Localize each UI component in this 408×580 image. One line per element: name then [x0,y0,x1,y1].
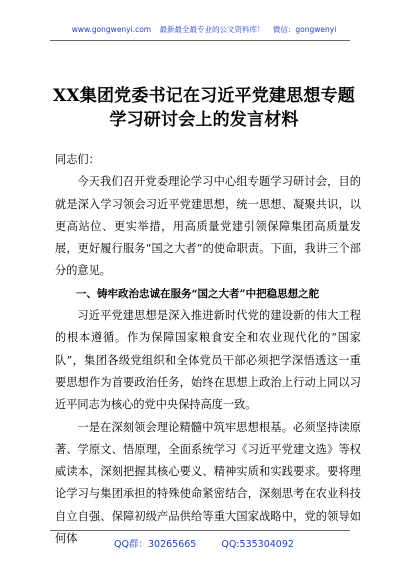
section-heading-1: 一、铸牢政治忠诚在服务“国之大者”中把稳思想之舵 [76,287,320,300]
header-slogan: 最新最全最专业的公文资料库！ [159,25,265,34]
page-title [40,84,368,132]
footer-divider [50,530,350,531]
body-paragraph-1: 习近平党建思想是深入推进新时代党的建设新的伟大工程的根本遵循。作为保障国家粮食安全和农业现代化的“国家队”，集团各级党组织和全体党员干部必须把学深悟透这一重要思想作为首要政治任务，始终在思想上政治上行动上同以习近平同志为核心的党中央保持高度一致。 [55,309,361,412]
header-wechat: 微信：gongwenyi [272,25,337,34]
header-divider [50,40,350,41]
title-line-2: 学习研讨会上的发言材料 [109,110,299,130]
salutation: 同志们： [55,153,100,166]
footer-qq: QQ:535304092 [221,539,294,550]
footer-qq-group: QQ群：30265665 [114,539,197,550]
intro-paragraph: 今天我们召开党委理论学习中心组专题学习研讨会，目的就是深入学习领会习近平党建思想，统一思想、凝聚共识，以更高站位、更实举措，用高质量党建引领保障集团高质量发展，更好履行服务“国之大者”的使命职责。下面，我讲三个部分的意见。 [55,175,361,278]
document-body [55,149,361,550]
document-footer [0,536,408,550]
document-header [0,24,408,35]
header-website[interactable]: www.gongwenyi.com [71,25,152,34]
title-line-1: XX集团党委书记在习近平党建思想专题 [53,86,355,106]
body-paragraph-2: 一是在深刻领会理论精髓中筑牢思想根基。必须坚持读原著、学原文、悟原理，全面系统学习《习近平党建文选》等权威读本，深刻把握其核心要义、精神实质和实践要求。要将理论学习与集团承担的特殊使命紧密结合，深刻思考在农业科技自立自强、保障初级产品供给等重大国家战略中，党的领导如何体 [55,420,361,546]
